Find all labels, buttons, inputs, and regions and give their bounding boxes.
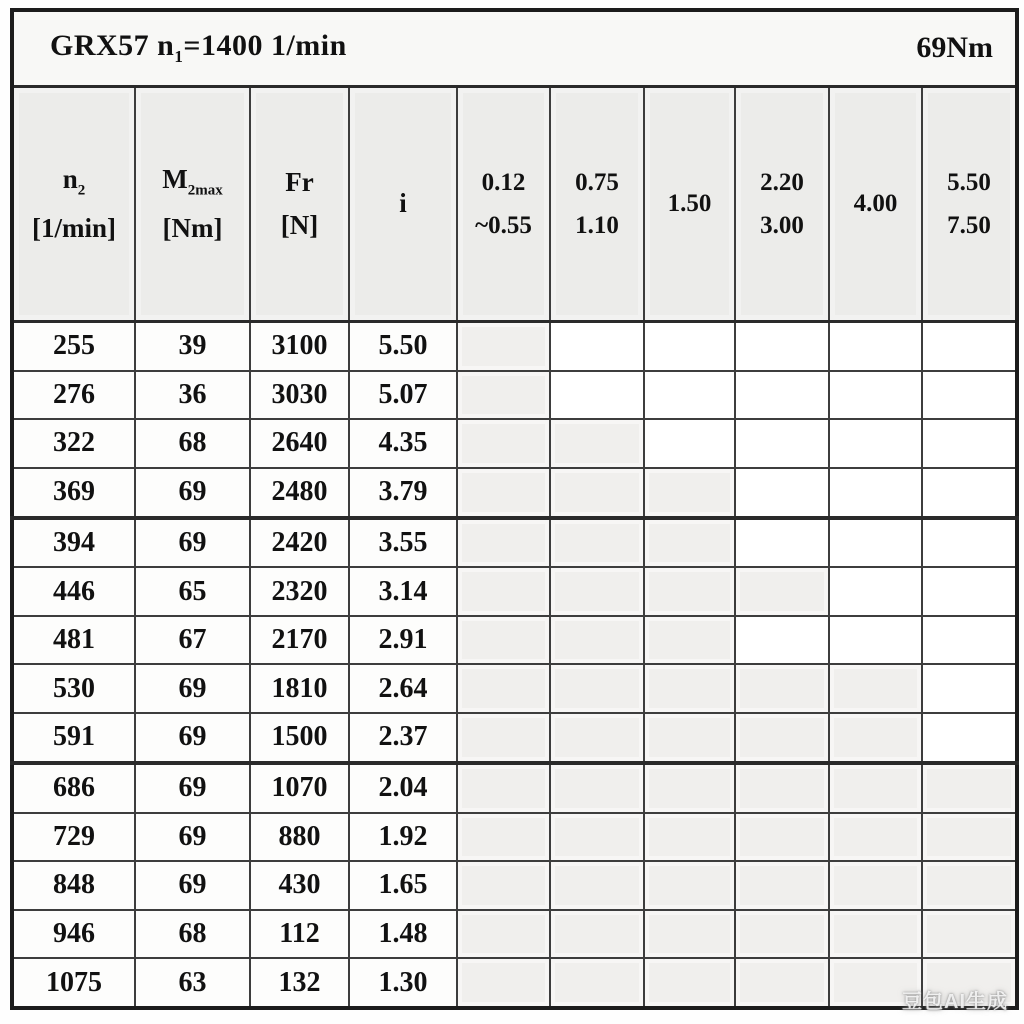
- title-speed-text: =1400 1/min: [183, 29, 347, 63]
- power-column-header-2: 0.75 1.10: [550, 86, 644, 321]
- power-cell-shaded: [644, 518, 735, 568]
- cell-fr: 430: [250, 861, 349, 909]
- cell-n2: 1075: [12, 958, 135, 1008]
- power-cell-shaded: [457, 861, 550, 909]
- power-column-header-6: 5.50 7.50: [922, 86, 1017, 321]
- power-cell: [829, 419, 922, 467]
- cell-fr: 2480: [250, 468, 349, 518]
- cell-m2max: 39: [135, 322, 250, 371]
- power-cell-shaded: [829, 664, 922, 712]
- power-cell: [922, 371, 1017, 419]
- power-cell-shaded: [457, 813, 550, 861]
- power-column-header-1: 0.12 ~0.55: [457, 86, 550, 321]
- cell-m2max: 69: [135, 861, 250, 909]
- table-row: [12, 910, 1017, 958]
- cell-n2: 530: [12, 664, 135, 712]
- power-cell: [644, 419, 735, 467]
- power-cell-shaded: [550, 468, 644, 518]
- cell-i: 1.92: [349, 813, 457, 861]
- table-row: [12, 713, 1017, 763]
- cell-n2: 946: [12, 910, 135, 958]
- power-cell: [735, 371, 829, 419]
- power-cell: [922, 518, 1017, 568]
- max-torque-label: 69Nm: [916, 31, 993, 65]
- cell-m2max: 65: [135, 567, 250, 615]
- power-cell-shaded: [644, 664, 735, 712]
- cell-n2: 255: [12, 322, 135, 371]
- gearbox-spec-table: [10, 8, 1019, 1010]
- cell-m2max: 63: [135, 958, 250, 1008]
- power-cell: [922, 713, 1017, 763]
- table-row: [12, 371, 1017, 419]
- title-model-text: GRX57 n: [50, 29, 175, 63]
- power-cell-shaded: [457, 371, 550, 419]
- power-cell-shaded: [644, 861, 735, 909]
- cell-n2: 591: [12, 713, 135, 763]
- power-cell: [735, 419, 829, 467]
- ai-watermark: 豆包AI生成: [902, 991, 1008, 1013]
- cell-fr: 1500: [250, 713, 349, 763]
- power-cell: [644, 371, 735, 419]
- power-cell-shaded: [829, 958, 922, 1008]
- cell-m2max: 69: [135, 763, 250, 813]
- cell-m2max: 68: [135, 419, 250, 467]
- title-row: [12, 10, 1017, 86]
- cell-fr: 1070: [250, 763, 349, 813]
- table-row: [12, 813, 1017, 861]
- power-cell: [735, 518, 829, 568]
- cell-i: 2.04: [349, 763, 457, 813]
- table-row: [12, 419, 1017, 467]
- cell-n2: 394: [12, 518, 135, 568]
- cell-i: 3.79: [349, 468, 457, 518]
- power-cell: [829, 518, 922, 568]
- cell-n2: 276: [12, 371, 135, 419]
- power-cell: [735, 468, 829, 518]
- cell-n2: 369: [12, 468, 135, 518]
- power-cell-shaded: [457, 567, 550, 615]
- cell-m2max: 69: [135, 468, 250, 518]
- cell-i: 2.37: [349, 713, 457, 763]
- power-cell-shaded: [644, 763, 735, 813]
- table-row: [12, 861, 1017, 909]
- power-cell: [550, 371, 644, 419]
- column-header-i: i: [349, 86, 457, 321]
- power-cell-shaded: [457, 419, 550, 467]
- power-cell-shaded: [644, 958, 735, 1008]
- power-cell: [735, 616, 829, 664]
- power-cell-shaded: [735, 910, 829, 958]
- power-cell-shaded: [922, 813, 1017, 861]
- table-row: [12, 518, 1017, 568]
- power-cell: [922, 616, 1017, 664]
- power-cell-shaded: [550, 518, 644, 568]
- power-cell-shaded: [644, 468, 735, 518]
- power-cell-shaded: [735, 567, 829, 615]
- table-row: [12, 763, 1017, 813]
- power-cell: [922, 322, 1017, 371]
- power-cell: [829, 322, 922, 371]
- cell-i: 4.35: [349, 419, 457, 467]
- power-cell-shaded: [457, 910, 550, 958]
- power-cell-shaded: [829, 861, 922, 909]
- table-row: [12, 616, 1017, 664]
- power-cell: [922, 468, 1017, 518]
- table-row: [12, 468, 1017, 518]
- power-cell: [644, 322, 735, 371]
- column-header-n2: $n_2$ [1/min]: [12, 86, 135, 321]
- cell-n2: 322: [12, 419, 135, 467]
- cell-m2max: 68: [135, 910, 250, 958]
- cell-i: 1.65: [349, 861, 457, 909]
- page-title: [50, 29, 347, 67]
- cell-n2: 729: [12, 813, 135, 861]
- power-cell-shaded: [457, 958, 550, 1008]
- cell-i: 3.14: [349, 567, 457, 615]
- power-cell-shaded: [735, 763, 829, 813]
- cell-m2max: 69: [135, 713, 250, 763]
- power-cell-shaded: [550, 567, 644, 615]
- power-cell-shaded: [550, 861, 644, 909]
- cell-i: 3.55: [349, 518, 457, 568]
- power-cell-shaded: [735, 664, 829, 712]
- power-cell-shaded: [550, 958, 644, 1008]
- power-cell-shaded: [829, 713, 922, 763]
- power-cell-shaded: [735, 813, 829, 861]
- power-column-header-4: 2.20 3.00: [735, 86, 829, 321]
- cell-fr: 1810: [250, 664, 349, 712]
- table-row: [12, 567, 1017, 615]
- cell-fr: 2170: [250, 616, 349, 664]
- power-column-header-3: 1.50: [644, 86, 735, 321]
- power-cell-shaded: [922, 763, 1017, 813]
- power-cell-shaded: [457, 468, 550, 518]
- power-cell-shaded: [829, 813, 922, 861]
- power-cell-shaded: [829, 910, 922, 958]
- power-cell-shaded: [457, 518, 550, 568]
- header-row: [12, 86, 1017, 321]
- power-cell-shaded: [644, 567, 735, 615]
- power-cell: [922, 419, 1017, 467]
- power-cell-shaded: [922, 958, 1017, 1008]
- cell-fr: 880: [250, 813, 349, 861]
- power-cell: [829, 567, 922, 615]
- power-cell-shaded: [550, 763, 644, 813]
- cell-i: 5.50: [349, 322, 457, 371]
- cell-fr: 3100: [250, 322, 349, 371]
- column-header-fr: Fr [N]: [250, 86, 349, 321]
- table-row: [12, 958, 1017, 1008]
- power-cell-shaded: [550, 664, 644, 712]
- power-cell-shaded: [457, 763, 550, 813]
- cell-fr: 112: [250, 910, 349, 958]
- cell-i: 1.30: [349, 958, 457, 1008]
- cell-m2max: 69: [135, 813, 250, 861]
- cell-n2: 481: [12, 616, 135, 664]
- power-cell-shaded: [457, 713, 550, 763]
- power-cell-shaded: [922, 910, 1017, 958]
- power-cell-shaded: [457, 322, 550, 371]
- cell-n2: 686: [12, 763, 135, 813]
- cell-m2max: 36: [135, 371, 250, 419]
- cell-fr: 3030: [250, 371, 349, 419]
- power-cell-shaded: [457, 616, 550, 664]
- power-cell-shaded: [735, 713, 829, 763]
- power-cell: [829, 616, 922, 664]
- cell-i: 2.64: [349, 664, 457, 712]
- power-cell-shaded: [922, 861, 1017, 909]
- power-cell-shaded: [735, 861, 829, 909]
- power-cell: [829, 468, 922, 518]
- cell-n2: 848: [12, 861, 135, 909]
- power-cell-shaded: [457, 664, 550, 712]
- power-cell-shaded: [550, 419, 644, 467]
- power-cell-shaded: [550, 713, 644, 763]
- cell-fr: 2320: [250, 567, 349, 615]
- table-row: [12, 322, 1017, 371]
- power-cell: [922, 664, 1017, 712]
- power-cell-shaded: [644, 813, 735, 861]
- cell-i: 5.07: [349, 371, 457, 419]
- cell-fr: 2640: [250, 419, 349, 467]
- column-header-m2max: $M_{2max}$ [Nm]: [135, 86, 250, 321]
- power-cell-shaded: [550, 910, 644, 958]
- cell-m2max: 69: [135, 518, 250, 568]
- cell-i: 2.91: [349, 616, 457, 664]
- cell-n2: 446: [12, 567, 135, 615]
- cell-fr: 132: [250, 958, 349, 1008]
- power-cell: [922, 567, 1017, 615]
- title-subscript: 1: [174, 47, 184, 67]
- cell-m2max: 67: [135, 616, 250, 664]
- power-cell-shaded: [550, 616, 644, 664]
- power-cell: [829, 371, 922, 419]
- power-cell-shaded: [550, 813, 644, 861]
- power-cell-shaded: [644, 713, 735, 763]
- cell-fr: 2420: [250, 518, 349, 568]
- power-cell: [735, 322, 829, 371]
- power-cell-shaded: [829, 763, 922, 813]
- power-cell-shaded: [735, 958, 829, 1008]
- cell-i: 1.48: [349, 910, 457, 958]
- table-row: [12, 664, 1017, 712]
- power-column-header-5: 4.00: [829, 86, 922, 321]
- power-cell-shaded: [644, 910, 735, 958]
- cell-m2max: 69: [135, 664, 250, 712]
- power-cell: [550, 322, 644, 371]
- power-cell-shaded: [644, 616, 735, 664]
